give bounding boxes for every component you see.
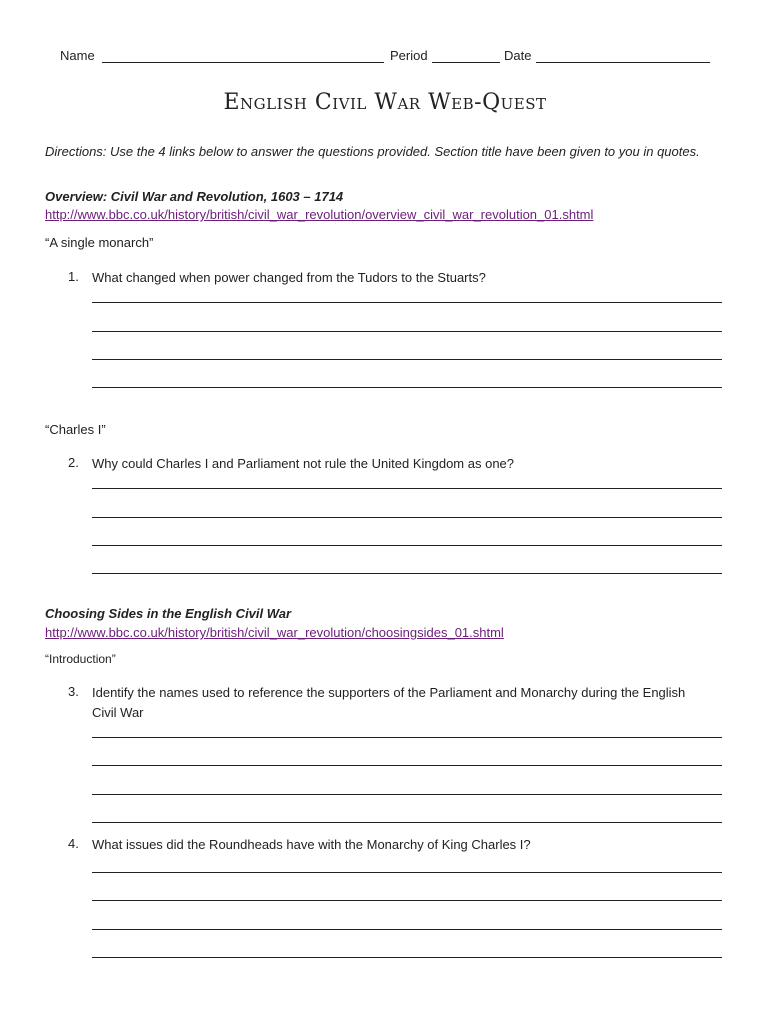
name-field[interactable]	[102, 62, 384, 63]
answer-line[interactable]	[92, 737, 722, 738]
question-number: 1.	[68, 269, 79, 284]
question-text: What changed when power changed from the Tudors to the Stuarts?	[92, 270, 486, 285]
answer-line[interactable]	[92, 872, 722, 873]
period-label: Period	[390, 48, 428, 63]
question-number: 4.	[68, 836, 79, 851]
section1-subtitle-charles: “Charles I”	[45, 422, 106, 437]
answer-line[interactable]	[92, 794, 722, 795]
answer-line[interactable]	[92, 331, 722, 332]
section1-link[interactable]: http://www.bbc.co.uk/history/british/civil_war_revolution/overview_civil_war_revolution_01.shtml	[45, 207, 594, 222]
answer-line[interactable]	[92, 488, 722, 489]
date-label: Date	[504, 48, 532, 63]
section2-heading: Choosing Sides in the English Civil War	[45, 606, 292, 621]
section1-heading: Overview: Civil War and Revolution, 1603 – 1714	[45, 189, 344, 204]
answer-line[interactable]	[92, 900, 722, 901]
answer-line[interactable]	[92, 573, 722, 574]
section2-subtitle-introduction: “Introduction”	[45, 652, 116, 666]
answer-line[interactable]	[92, 822, 722, 823]
student-info-header	[60, 46, 710, 66]
answer-line[interactable]	[92, 302, 722, 303]
question-text: What issues did the Roundheads have with the Monarchy of King Charles I?	[92, 837, 531, 852]
answer-line[interactable]	[92, 387, 722, 388]
answer-line[interactable]	[92, 359, 722, 360]
answer-line[interactable]	[92, 545, 722, 546]
answer-line[interactable]	[92, 517, 722, 518]
question-text: Identify the names used to reference the supporters of the Parliament and Monarchy during the English Civil War	[92, 685, 686, 720]
period-field[interactable]	[432, 62, 500, 63]
question-text: Why could Charles I and Parliament not rule the United Kingdom as one?	[92, 456, 515, 471]
answer-line[interactable]	[92, 957, 722, 958]
question-number: 3.	[68, 684, 79, 699]
answer-line[interactable]	[92, 929, 722, 930]
section2-link[interactable]: http://www.bbc.co.uk/history/british/civil_war_revolution/choosingsides_01.shtml	[45, 625, 504, 640]
page-title: English Civil War Web-Quest	[223, 90, 547, 115]
answer-line[interactable]	[92, 765, 722, 766]
question-number: 2.	[68, 455, 79, 470]
directions-text: Directions: Use the 4 links below to answer the questions provided. Section title have been given to you in quotes.	[45, 144, 700, 159]
name-label: Name	[60, 48, 95, 63]
section1-subtitle-monarch: “A single monarch”	[45, 235, 154, 250]
date-field[interactable]	[536, 62, 710, 63]
